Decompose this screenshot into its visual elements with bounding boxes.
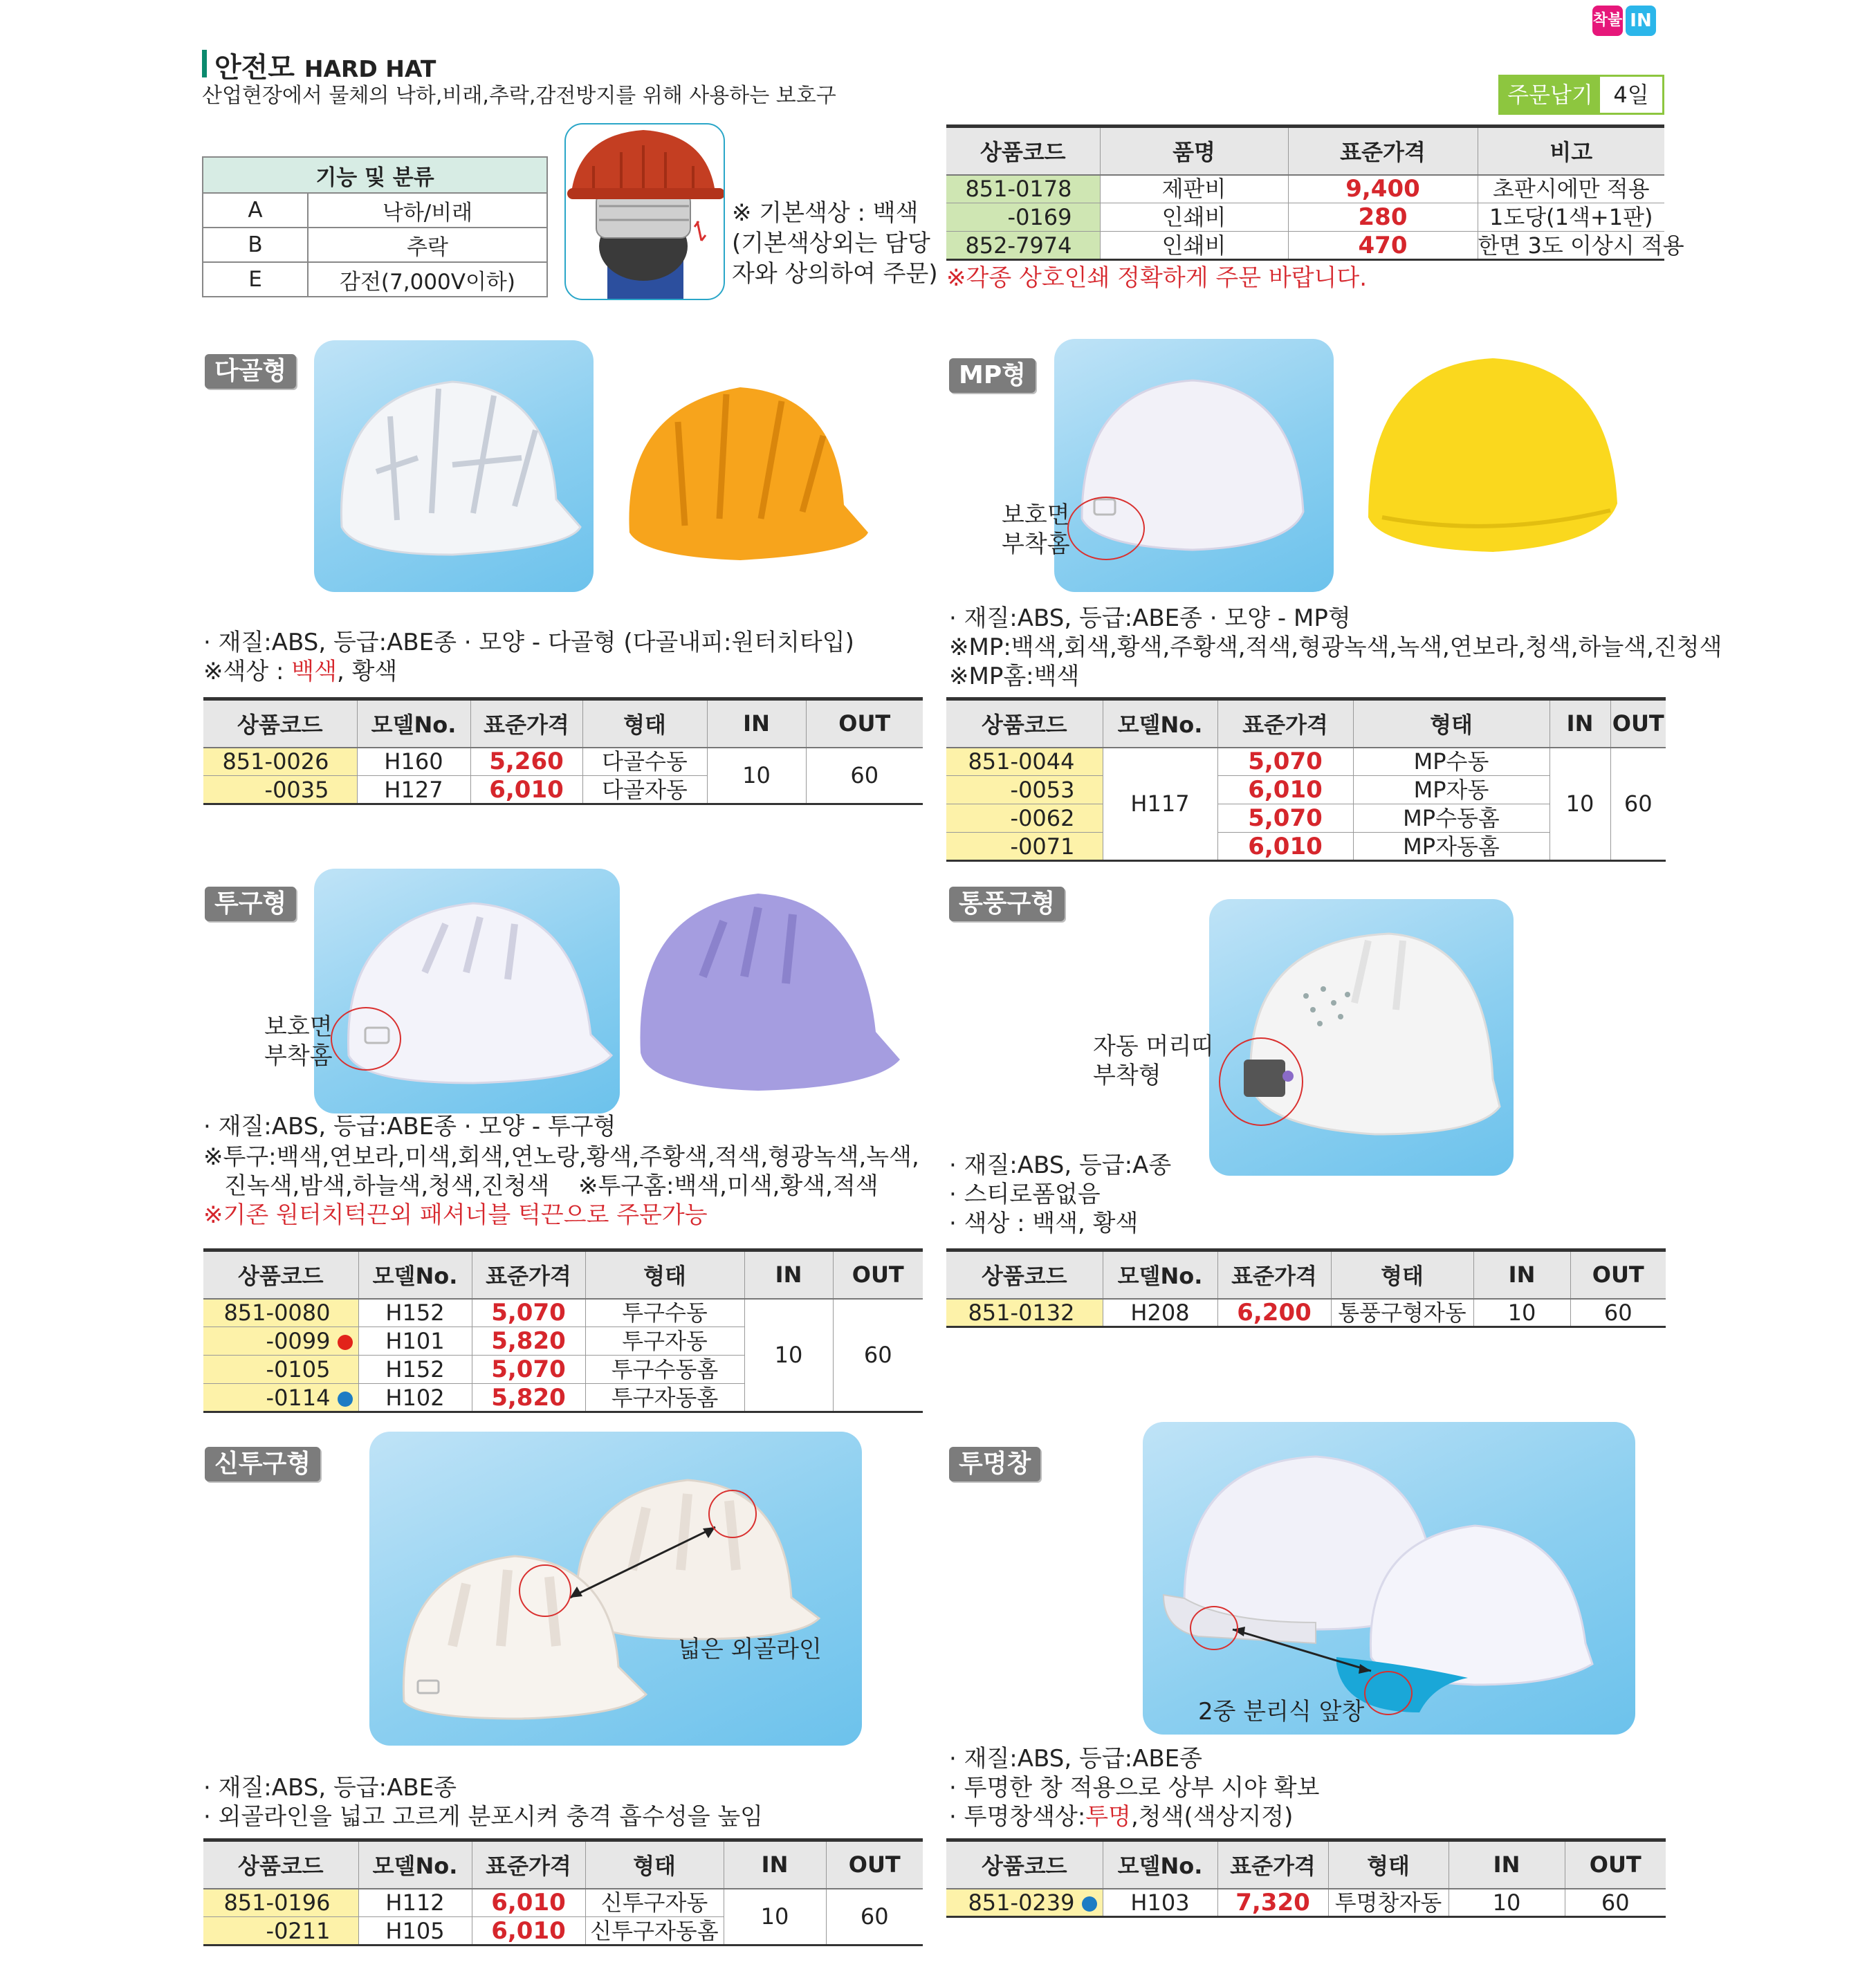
col-header: 표준가격 (472, 1250, 585, 1299)
col-header: 표준가격 (1217, 699, 1353, 748)
product-code: 851-0080 (203, 1299, 358, 1327)
price: 5,820 (472, 1384, 585, 1412)
out-qty: 60 (1565, 1889, 1666, 1917)
visor-desc-3-pre: · 투명창색상: (949, 1803, 1086, 1831)
tugu-desc-1: · 재질:ABS, 등급:ABE종 · 모양 - 투구형 (203, 1113, 616, 1140)
col-header: 품명 (1100, 127, 1288, 175)
blue-dot-icon (1082, 1896, 1097, 1912)
note: 한면 3도 이상시 적용 (1478, 232, 1684, 259)
type: 신투구자동 (585, 1889, 724, 1917)
product-code: 851-0044 (946, 748, 1103, 776)
col-header: 상품코드 (946, 1250, 1103, 1299)
visor-desc-2: · 투명한 창 적용으로 상부 시야 확보 (949, 1774, 1320, 1802)
type: 다골수동 (582, 748, 707, 776)
model-no: H127 (357, 776, 470, 804)
col-header: OUT (826, 1840, 923, 1889)
vent-table (946, 1248, 1666, 1328)
price: 6,010 (1217, 833, 1353, 861)
base-color-note-2: (기본색상외는 담당 (732, 230, 930, 257)
function-code: B (203, 228, 308, 262)
section-tag-tugu: 투구형 (205, 887, 296, 921)
visor-circle-2 (1364, 1671, 1413, 1715)
type: 다골자동 (582, 776, 707, 804)
col-header: 상품코드 (203, 699, 357, 748)
print-notice: ※각종 상호인쇄 정확하게 주문 바랍니다. (946, 264, 1368, 292)
function-desc: 감전(7,000V이하) (308, 262, 547, 297)
price: 6,200 (1217, 1299, 1331, 1327)
product-code: 852-7974 (946, 232, 1100, 260)
order-value: 4일 (1613, 82, 1649, 108)
col-header: OUT (833, 1250, 923, 1299)
product-code-cell (946, 1889, 1103, 1917)
table-row (946, 1889, 1666, 1917)
product-code: -0099 (266, 1328, 331, 1354)
table-row (946, 203, 1664, 232)
mp-desc-2: ※MP:백색,회색,황색,주황색,적색,형광녹색,녹색,연보라,청색,하늘색,진청색 (949, 634, 1722, 661)
dagol-desc-2-red: 백색 (291, 658, 337, 685)
table-row (203, 1889, 923, 1917)
product-code: 851-0239 (968, 1889, 1075, 1916)
col-header: OUT (1570, 1250, 1666, 1299)
in-qty: 10 (1449, 1889, 1565, 1917)
product-code: 851-0026 (203, 748, 357, 776)
visor-label: 2중 분리식 앞창 (1198, 1698, 1365, 1726)
in-qty: 10 (744, 1299, 833, 1412)
mp-desc-1: · 재질:ABS, 등급:ABE종 · 모양 - MP형 (949, 604, 1351, 632)
page-title (214, 46, 436, 85)
price: 5,070 (472, 1299, 585, 1327)
price: 6,010 (472, 1889, 585, 1917)
product-code: 851-0178 (946, 175, 1100, 203)
table-row (946, 1299, 1666, 1327)
chakbul-badge: 착불 (1592, 6, 1623, 36)
product-code: -0105 (203, 1356, 358, 1384)
model-no: H117 (1103, 748, 1217, 861)
function-table-header: 기능 및 분류 (203, 157, 547, 193)
shintugu-desc-2: · 외골라인을 넓고 고르게 분포시켜 충격 흡수성을 높임 (203, 1803, 764, 1831)
mp-yellow-hat (1361, 351, 1628, 570)
head-photo (564, 123, 725, 300)
price: 5,070 (1217, 748, 1353, 776)
out-qty: 60 (826, 1889, 923, 1945)
type: MP자동홈 (1353, 833, 1549, 861)
product-code: -0062 (946, 804, 1103, 833)
visor-table (946, 1838, 1666, 1918)
col-header: OUT (806, 699, 923, 748)
function-code: E (203, 262, 308, 297)
product-code: -0169 (946, 203, 1100, 232)
mp-label-2: 부착홈 (1002, 530, 1070, 558)
base-color-note-1: ※ 기본색상 : 백색 (732, 199, 919, 227)
mp-label-1: 보호면 (1002, 501, 1070, 529)
price: 6,010 (472, 1917, 585, 1945)
note: 1도당(1색+1판) (1478, 203, 1664, 232)
product-code: 851-0132 (946, 1299, 1103, 1327)
vent-desc-1: · 재질:ABS, 등급:A종 (949, 1152, 1172, 1179)
col-header: IN (1449, 1840, 1565, 1889)
price: 6,010 (470, 776, 582, 804)
tugu-table (203, 1248, 923, 1413)
col-header: IN (707, 699, 806, 748)
price: 5,070 (1217, 804, 1353, 833)
type: 투명창자동 (1328, 1889, 1449, 1917)
type: MP자동 (1353, 776, 1549, 804)
section-tag-vent: 통풍구형 (949, 887, 1065, 921)
price: 7,320 (1217, 1889, 1328, 1917)
col-header: IN (1549, 699, 1610, 748)
tugu-label-2: 부착홈 (264, 1042, 333, 1070)
model-no: H102 (358, 1384, 472, 1412)
col-header: 모델No. (358, 1840, 472, 1889)
tugu-desc-4: ※기존 원터치턱끈외 패셔너블 턱끈으로 주문가능 (203, 1201, 708, 1229)
model-no: H152 (358, 1356, 472, 1384)
col-header: 형태 (1353, 699, 1549, 748)
col-header: 표준가격 (1217, 1840, 1328, 1889)
type: 신투구자동홈 (585, 1917, 724, 1945)
function-desc: 추락 (308, 228, 547, 262)
model-no: H112 (358, 1889, 472, 1917)
col-header: 모델No. (1103, 1840, 1217, 1889)
in-qty: 10 (707, 748, 806, 804)
col-header: 모델No. (358, 1250, 472, 1299)
dagol-desc-2 (203, 658, 397, 685)
visor-desc-3-red: 투명 (1085, 1803, 1131, 1831)
vent-label-2: 부착형 (1093, 1062, 1161, 1089)
product-code-cell (203, 1384, 358, 1412)
col-header: 상품코드 (946, 127, 1100, 175)
product-code-cell (203, 1327, 358, 1356)
tugu-highlight-circle (331, 1007, 401, 1071)
shintugu-circle-1 (519, 1564, 571, 1617)
type: 통풍구형자동 (1331, 1299, 1473, 1327)
table-row (946, 748, 1666, 776)
vent-label-1: 자동 머리띠 (1093, 1033, 1215, 1060)
title-en: HARD HAT (304, 55, 436, 82)
product-code: 851-0196 (203, 1889, 358, 1917)
section-tag-dagol: 다골형 (205, 354, 296, 389)
col-header: 상품코드 (946, 699, 1103, 748)
price: 470 (1288, 232, 1478, 260)
price: 5,070 (472, 1356, 585, 1384)
model-no: H160 (357, 748, 470, 776)
shintugu-photo (369, 1432, 862, 1746)
col-header: 상품코드 (946, 1840, 1103, 1889)
out-qty: 60 (833, 1299, 923, 1412)
dagol-desc-2-post: , 황색 (336, 658, 398, 685)
section-tag-shintugu: 신투구형 (205, 1447, 320, 1481)
dagol-desc-1: · 재질:ABS, 등급:ABE종 · 모양 - 다골형 (다골내피:원터치타입) (203, 629, 854, 656)
base-color-note-3: 자와 상의하여 주문) (732, 260, 938, 288)
col-header: 모델No. (357, 699, 470, 748)
col-header: IN (744, 1250, 833, 1299)
col-header: 형태 (585, 1840, 724, 1889)
type: 투구자동홈 (585, 1384, 744, 1412)
function-desc: 낙하/비래 (308, 193, 547, 228)
col-header: 모델No. (1103, 699, 1217, 748)
visor-desc-3 (949, 1803, 1293, 1831)
shintugu-label: 넓은 외골라인 (678, 1636, 822, 1663)
visor-desc-1: · 재질:ABS, 등급:ABE종 (949, 1745, 1202, 1773)
type: 투구수동 (585, 1299, 744, 1327)
shintugu-circle-2 (708, 1490, 757, 1538)
tugu-desc-3a: 진녹색,밤색,하늘색,청색,진청색 (224, 1172, 550, 1200)
function-table (202, 156, 548, 297)
red-dot-icon (338, 1335, 353, 1350)
item-name: 인쇄비 (1100, 203, 1288, 232)
product-code: -0114 (266, 1384, 331, 1411)
vent-desc-3: · 색상 : 백색, 황색 (949, 1210, 1139, 1237)
in-qty: 10 (1549, 748, 1610, 861)
dagol-yellow-hat (616, 346, 879, 567)
col-header: 상품코드 (203, 1250, 358, 1299)
type: 투구수동홈 (585, 1356, 744, 1384)
tugu-desc-3b: ※투구홈:백색,미색,황색,적색 (578, 1172, 879, 1200)
title-bar (202, 50, 207, 77)
title-ko: 안전모 (214, 52, 295, 84)
shintugu-table (203, 1838, 923, 1946)
model-no: H103 (1103, 1889, 1217, 1917)
col-header: 상품코드 (203, 1840, 358, 1889)
print-table (946, 124, 1684, 261)
order-label: 주문납기 (1500, 77, 1600, 113)
model-no: H152 (358, 1299, 472, 1327)
mp-table (946, 697, 1666, 862)
col-header: OUT (1565, 1840, 1666, 1889)
tugu-photo (314, 869, 620, 1113)
type: 투구자동 (585, 1327, 744, 1356)
product-code: -0035 (203, 776, 357, 804)
col-header: 형태 (1328, 1840, 1449, 1889)
col-header: 표준가격 (470, 699, 582, 748)
out-qty: 60 (1610, 748, 1666, 861)
out-qty: 60 (806, 748, 923, 804)
out-qty: 60 (1570, 1299, 1666, 1327)
in-qty: 10 (724, 1889, 826, 1945)
section-tag-mp: MP형 (949, 358, 1036, 393)
vent-highlight-circle (1219, 1037, 1303, 1126)
col-header: 형태 (1331, 1250, 1473, 1299)
blue-dot-icon (338, 1392, 353, 1407)
type: MP수동 (1353, 748, 1549, 776)
product-code: -0071 (946, 833, 1103, 861)
col-header: 표준가격 (1288, 127, 1478, 175)
price: 5,820 (472, 1327, 585, 1356)
col-header: IN (724, 1840, 826, 1889)
dagol-photo (314, 340, 594, 592)
mp-desc-3: ※MP홈:백색 (949, 663, 1080, 690)
item-name: 제판비 (1100, 175, 1288, 203)
visor-circle-1 (1190, 1606, 1238, 1650)
type: MP수동홈 (1353, 804, 1549, 833)
dagol-table (203, 697, 923, 805)
tugu-desc-2: ※투구:백색,연보라,미색,회색,연노랑,황색,주황색,적색,형광녹색,녹색, (203, 1143, 919, 1171)
model-no: H208 (1103, 1299, 1217, 1327)
item-name: 인쇄비 (1100, 232, 1288, 260)
in-badge: IN (1626, 6, 1656, 36)
col-header: 형태 (585, 1250, 744, 1299)
section-tag-visor: 투명창 (949, 1447, 1040, 1481)
col-header: 모델No. (1103, 1250, 1217, 1299)
table-row (946, 232, 1664, 260)
price: 280 (1288, 203, 1478, 232)
price: 6,010 (1217, 776, 1353, 804)
page-subtitle: 산업현장에서 물체의 낙하,비래,추락,감전방지를 위해 사용하는 보호구 (202, 84, 836, 108)
model-no: H105 (358, 1917, 472, 1945)
vent-desc-2: · 스티로폼없음 (949, 1181, 1101, 1208)
function-code: A (203, 193, 308, 228)
table-row (203, 748, 923, 776)
note: 초판시에만 적용 (1478, 175, 1664, 203)
col-header: 표준가격 (1217, 1250, 1331, 1299)
col-header: OUT (1610, 699, 1666, 748)
mp-highlight-circle (1067, 497, 1145, 560)
dagol-desc-2-pre: ※색상 : (203, 658, 292, 685)
table-row (203, 1299, 923, 1327)
price: 5,260 (470, 748, 582, 776)
in-qty: 10 (1473, 1299, 1570, 1327)
product-code: -0053 (946, 776, 1103, 804)
col-header: 형태 (582, 699, 707, 748)
visor-desc-3-post: ,청색(색상지정) (1131, 1803, 1294, 1831)
product-code: -0211 (203, 1917, 358, 1945)
col-header: 비고 (1478, 127, 1664, 175)
tugu-label-1: 보호면 (264, 1013, 333, 1041)
shintugu-desc-1: · 재질:ABS, 등급:ABE종 (203, 1774, 457, 1802)
price: 9,400 (1288, 175, 1478, 203)
col-header: IN (1473, 1250, 1570, 1299)
col-header: 표준가격 (472, 1840, 585, 1889)
order-box (1498, 75, 1664, 115)
tugu-purple-hat (627, 880, 903, 1104)
model-no: H101 (358, 1327, 472, 1356)
table-row (946, 175, 1664, 203)
